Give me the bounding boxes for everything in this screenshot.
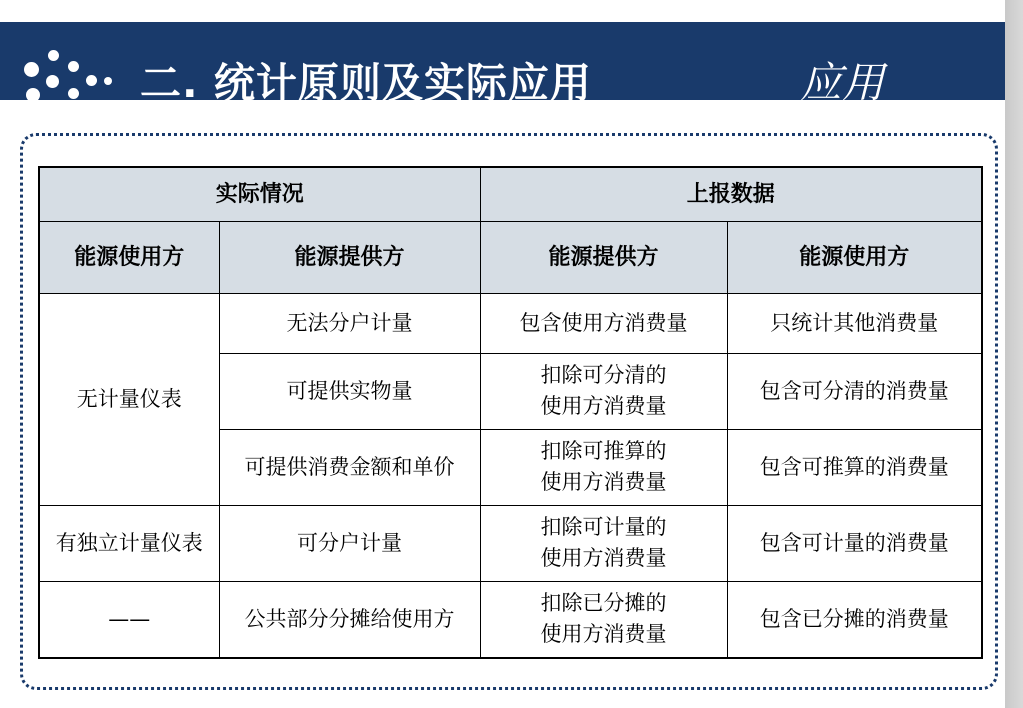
dot-cluster-bullet-icon <box>22 48 122 120</box>
cell-line: 使用方消费量 <box>540 470 667 494</box>
cell-line: 使用方消费量 <box>540 622 667 647</box>
table-cell: 有独立计量仪表 <box>39 505 219 581</box>
column-header-row <box>39 221 982 293</box>
table-cell: 无计量仪表 <box>39 293 219 505</box>
page-subtitle: 应用 <box>800 58 885 107</box>
table-cell: —— <box>39 581 219 658</box>
table-cell: 包含可分清的消费量 <box>727 353 982 429</box>
statistics-table <box>38 166 983 659</box>
group-header-row <box>39 167 982 221</box>
cell-line: 扣除可分清的 <box>540 363 667 387</box>
table-cell <box>480 429 727 505</box>
column-header: 能源提供方 <box>480 221 727 293</box>
table-row <box>39 293 982 353</box>
cell-line: 使用方消费量 <box>540 394 667 418</box>
table-cell <box>480 353 727 429</box>
table-cell: 可提供实物量 <box>219 353 480 429</box>
table-cell: 可提供消费金额和单价 <box>219 429 480 505</box>
table-cell <box>480 581 727 658</box>
column-header: 能源使用方 <box>727 221 982 293</box>
table-cell: 可分户计量 <box>219 505 480 581</box>
group-header-actual: 实际情况 <box>39 167 480 221</box>
table-cell: 公共部分分摊给使用方 <box>219 581 480 658</box>
table-cell: 只统计其他消费量 <box>727 293 982 353</box>
right-edge-strip <box>1005 0 1023 708</box>
top-strip <box>0 0 1005 22</box>
table-cell: 包含可计量的消费量 <box>727 505 982 581</box>
table-cell: 无法分户计量 <box>219 293 480 353</box>
column-header: 能源提供方 <box>219 221 480 293</box>
group-header-reported: 上报数据 <box>480 167 982 221</box>
cell-line: 使用方消费量 <box>540 546 667 570</box>
title-bar <box>0 22 1005 107</box>
cell-line: 扣除已分摊的 <box>540 591 667 616</box>
table-cell: 包含已分摊的消费量 <box>727 581 982 658</box>
cell-line: 扣除可计量的 <box>540 515 667 539</box>
table-cell: 包含使用方消费量 <box>480 293 727 353</box>
table-row <box>39 505 982 581</box>
page-title: 二. 统计原则及实际应用 <box>140 59 592 107</box>
column-header: 能源使用方 <box>39 221 219 293</box>
table-cell: 包含可推算的消费量 <box>727 429 982 505</box>
table-cell <box>480 505 727 581</box>
cell-line: 扣除可推算的 <box>540 439 667 463</box>
table-row <box>39 581 982 658</box>
